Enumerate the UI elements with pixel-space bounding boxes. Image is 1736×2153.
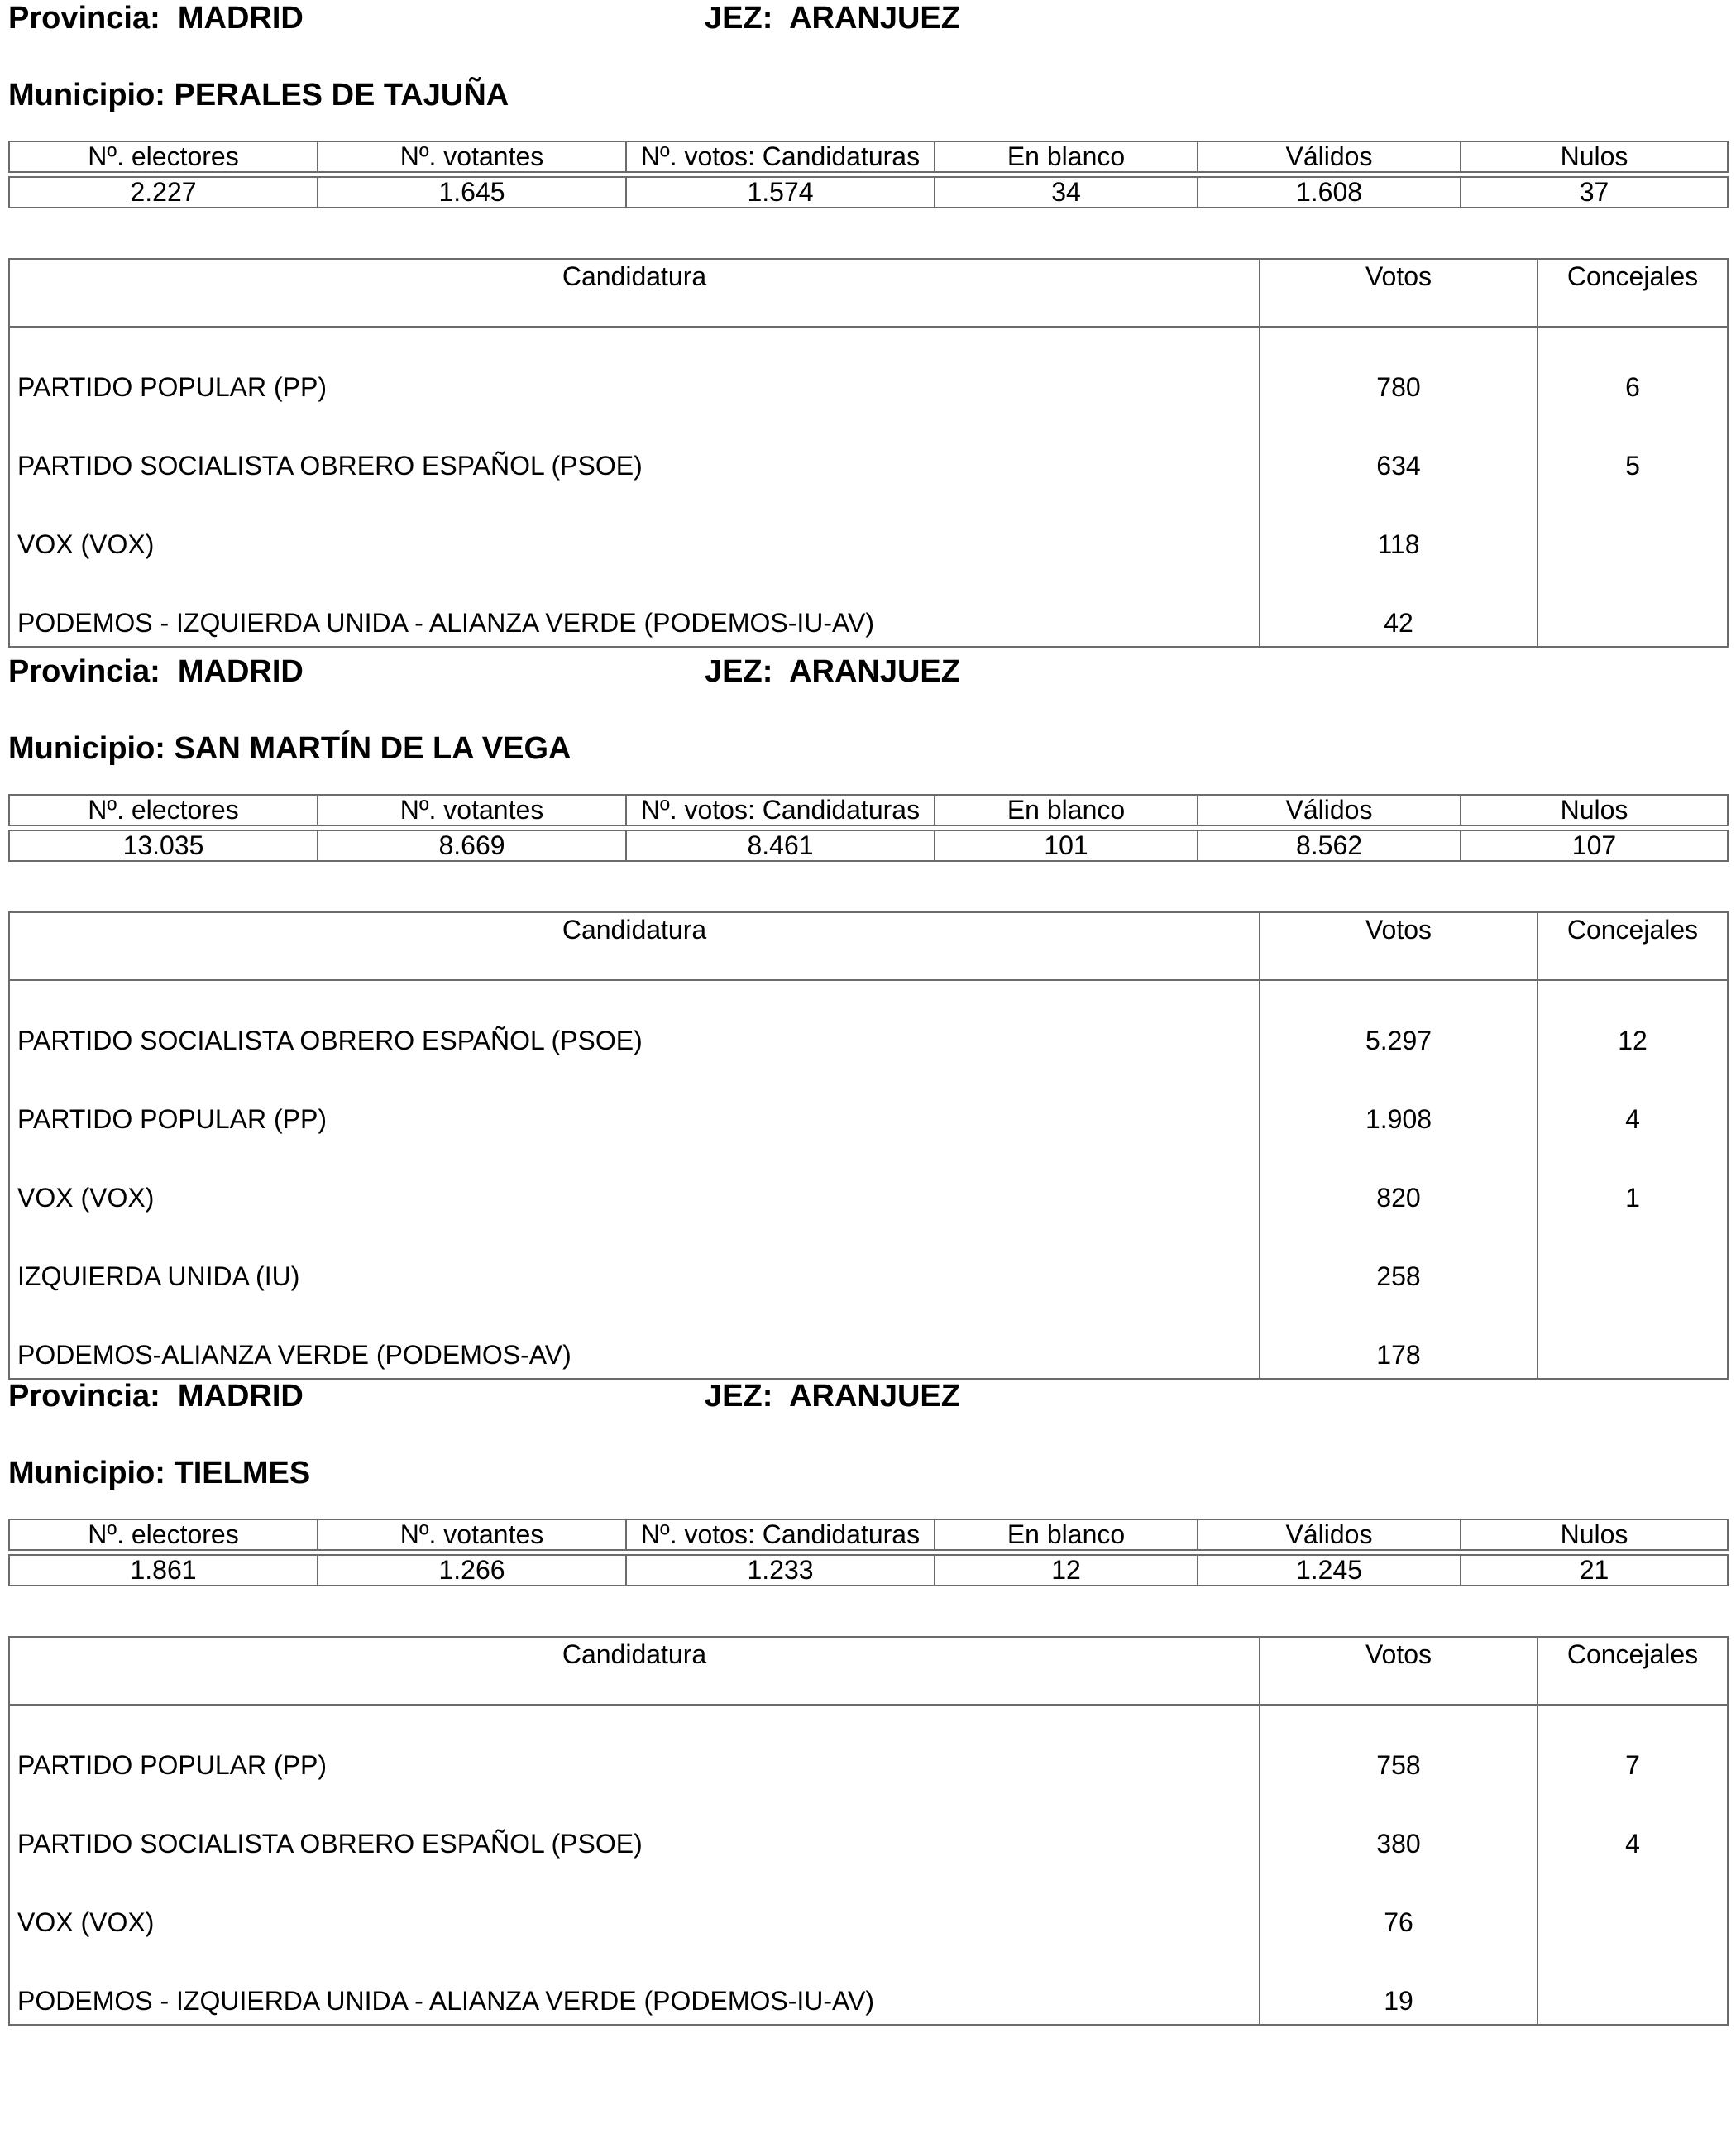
party-votes: 42	[1260, 567, 1538, 647]
summary-header-cell: Válidos	[1198, 795, 1461, 825]
party-seats: 6	[1538, 327, 1728, 410]
party-votes: 780	[1260, 327, 1538, 410]
party-votes: 19	[1260, 1945, 1538, 2025]
summary-value-cell: 8.669	[318, 830, 626, 861]
summary-header-cell: Nº. electores	[9, 1519, 318, 1550]
table-row	[9, 1788, 1728, 1867]
party-votes: 820	[1260, 1142, 1538, 1221]
municipality-title: Municipio: SAN MARTÍN DE LA VEGA	[8, 731, 571, 766]
party-seats	[1538, 489, 1728, 567]
party-seats: 1	[1538, 1142, 1728, 1221]
summary-value-cell: 34	[935, 177, 1198, 208]
province-header: Provincia: MADRID	[8, 654, 304, 689]
table-row	[9, 980, 1728, 1064]
jez-header: JEZ: ARANJUEZ	[705, 1379, 960, 1414]
province-header: Provincia: MADRID	[8, 1379, 304, 1414]
summary-header-row	[9, 795, 1728, 825]
summary-value-cell: 8.562	[1198, 830, 1461, 861]
table-row	[9, 489, 1728, 567]
party-name: VOX (VOX)	[9, 1867, 1260, 1945]
summary-header-cell: Nº. votantes	[318, 1519, 626, 1550]
party-name: PARTIDO POPULAR (PP)	[9, 1064, 1260, 1142]
candidate-column-header: Candidatura	[9, 259, 1260, 327]
results-table	[8, 258, 1729, 648]
results-table	[8, 911, 1729, 1380]
party-name: VOX (VOX)	[9, 489, 1260, 567]
summary-header-cell: Nulos	[1461, 1519, 1728, 1550]
summary-header-cell: Nº. votos: Candidaturas	[626, 795, 935, 825]
candidate-column-header: Candidatura	[9, 1637, 1260, 1705]
summary-value-cell: 1.233	[626, 1555, 935, 1586]
votes-column-header: Votos	[1260, 1637, 1538, 1705]
table-row	[9, 567, 1728, 647]
party-votes: 380	[1260, 1788, 1538, 1867]
summary-value-cell: 1.608	[1198, 177, 1461, 208]
summary-table	[8, 794, 1729, 862]
summary-value-cell: 107	[1461, 830, 1728, 861]
results-table	[8, 1636, 1729, 2026]
summary-header-row	[9, 1519, 1728, 1550]
party-name: PODEMOS-ALIANZA VERDE (PODEMOS-AV)	[9, 1299, 1260, 1379]
table-row	[9, 1064, 1728, 1142]
summary-header-cell: Nº. electores	[9, 795, 318, 825]
table-row	[9, 1867, 1728, 1945]
table-row	[9, 1142, 1728, 1221]
party-name: PARTIDO SOCIALISTA OBRERO ESPAÑOL (PSOE)	[9, 1788, 1260, 1867]
jez-header: JEZ: ARANJUEZ	[705, 654, 960, 689]
party-votes: 118	[1260, 489, 1538, 567]
table-row	[9, 327, 1728, 410]
summary-header-row	[9, 141, 1728, 172]
summary-table	[8, 141, 1729, 208]
summary-table	[8, 1519, 1729, 1586]
summary-value-cell: 12	[935, 1555, 1198, 1586]
table-row	[9, 1705, 1728, 1788]
summary-value-cell: 1.574	[626, 177, 935, 208]
votes-column-header: Votos	[1260, 259, 1538, 327]
party-name: PODEMOS - IZQUIERDA UNIDA - ALIANZA VERDE (PODEMOS-IU-AV)	[9, 1945, 1260, 2025]
party-name: VOX (VOX)	[9, 1142, 1260, 1221]
votes-column-header: Votos	[1260, 912, 1538, 980]
summary-value-cell: 1.861	[9, 1555, 318, 1586]
party-votes: 634	[1260, 410, 1538, 489]
table-row	[9, 1945, 1728, 2025]
party-votes: 178	[1260, 1299, 1538, 1379]
summary-header-cell: Nº. votantes	[318, 141, 626, 172]
summary-header-cell: Válidos	[1198, 1519, 1461, 1550]
summary-header-cell: Nº. votos: Candidaturas	[626, 1519, 935, 1550]
table-row	[9, 1221, 1728, 1299]
table-row	[9, 1299, 1728, 1379]
party-name: PODEMOS - IZQUIERDA UNIDA - ALIANZA VERDE (PODEMOS-IU-AV)	[9, 567, 1260, 647]
party-votes: 76	[1260, 1867, 1538, 1945]
party-seats: 12	[1538, 980, 1728, 1064]
party-votes: 5.297	[1260, 980, 1538, 1064]
summary-header-cell: Nulos	[1461, 795, 1728, 825]
summary-value-cell: 1.245	[1198, 1555, 1461, 1586]
seats-column-header: Concejales	[1538, 1637, 1728, 1705]
party-seats	[1538, 1945, 1728, 2025]
party-seats	[1538, 1221, 1728, 1299]
summary-header-cell: Nulos	[1461, 141, 1728, 172]
municipality-title: Municipio: TIELMES	[8, 1456, 311, 1490]
party-seats	[1538, 1299, 1728, 1379]
municipality-title: Municipio: PERALES DE TAJUÑA	[8, 78, 509, 112]
results-header-row	[9, 259, 1728, 327]
party-votes: 758	[1260, 1705, 1538, 1788]
seats-column-header: Concejales	[1538, 259, 1728, 327]
party-seats: 5	[1538, 410, 1728, 489]
party-seats	[1538, 567, 1728, 647]
summary-header-cell: Nº. votos: Candidaturas	[626, 141, 935, 172]
table-row	[9, 410, 1728, 489]
summary-value-cell: 13.035	[9, 830, 318, 861]
summary-value-cell: 2.227	[9, 177, 318, 208]
jez-header: JEZ: ARANJUEZ	[705, 1, 960, 36]
results-header-row	[9, 1637, 1728, 1705]
party-seats: 4	[1538, 1788, 1728, 1867]
summary-value-row	[9, 1555, 1728, 1586]
party-seats	[1538, 1867, 1728, 1945]
candidate-column-header: Candidatura	[9, 912, 1260, 980]
summary-header-cell: En blanco	[935, 1519, 1198, 1550]
party-name: IZQUIERDA UNIDA (IU)	[9, 1221, 1260, 1299]
seats-column-header: Concejales	[1538, 912, 1728, 980]
party-name: PARTIDO SOCIALISTA OBRERO ESPAÑOL (PSOE)	[9, 410, 1260, 489]
party-name: PARTIDO POPULAR (PP)	[9, 327, 1260, 410]
summary-header-cell: En blanco	[935, 795, 1198, 825]
party-votes: 258	[1260, 1221, 1538, 1299]
summary-value-cell: 1.266	[318, 1555, 626, 1586]
summary-header-cell: Nº. votantes	[318, 795, 626, 825]
summary-value-cell: 8.461	[626, 830, 935, 861]
summary-value-cell: 1.645	[318, 177, 626, 208]
summary-header-cell: Válidos	[1198, 141, 1461, 172]
party-seats: 7	[1538, 1705, 1728, 1788]
province-header: Provincia: MADRID	[8, 1, 304, 36]
summary-value-row	[9, 830, 1728, 861]
summary-value-cell: 37	[1461, 177, 1728, 208]
summary-value-cell: 101	[935, 830, 1198, 861]
party-votes: 1.908	[1260, 1064, 1538, 1142]
summary-value-row	[9, 177, 1728, 208]
results-header-row	[9, 912, 1728, 980]
summary-value-cell: 21	[1461, 1555, 1728, 1586]
party-name: PARTIDO POPULAR (PP)	[9, 1705, 1260, 1788]
summary-header-cell: Nº. electores	[9, 141, 318, 172]
party-seats: 4	[1538, 1064, 1728, 1142]
summary-header-cell: En blanco	[935, 141, 1198, 172]
party-name: PARTIDO SOCIALISTA OBRERO ESPAÑOL (PSOE)	[9, 980, 1260, 1064]
